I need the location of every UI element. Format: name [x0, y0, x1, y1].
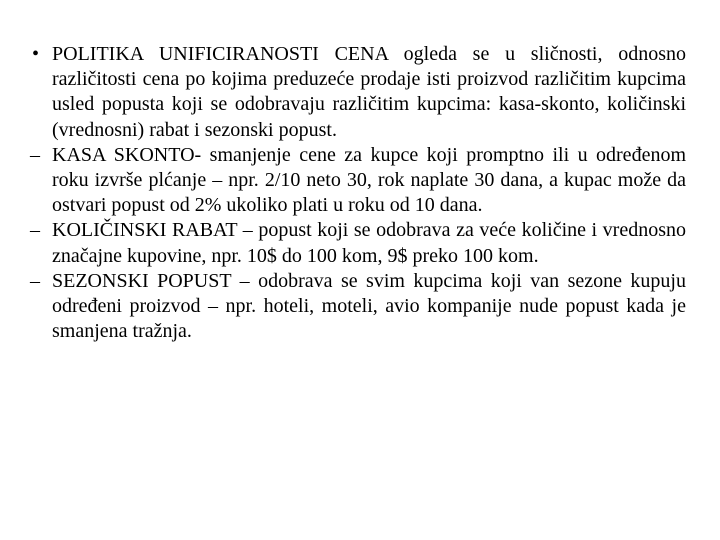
sub-item-kolicinski-rabat	[30, 218, 686, 268]
sub-item-kasa-skonto	[30, 143, 686, 219]
main-bullet	[30, 42, 686, 143]
sub-item-sezonski-popust	[30, 269, 686, 345]
slide-body	[30, 42, 686, 344]
main-bullet-text: POLITIKA UNIFICIRANOSTI CENA ogleda se u sličnosti, odnosno različitosti cena po kojima preduzeće prodaje isti proizvod različitim kupcima usled popusta koji se odobravaju različitim kupcima: kasa-skonto, količinski (vrednosni) rabat i sezonski popust.	[52, 43, 686, 141]
dash-marker: –	[30, 269, 40, 292]
dash-marker: –	[30, 219, 40, 242]
sub-item-text: SEZONSKI POPUST – odobrava se svim kupcima koji van sezone kupuju određeni proizvod – npr. hoteli, moteli, avio kompanije nude popust kada je smanjena tražnja.	[52, 269, 686, 343]
sub-item-text: KOLIČINSKI RABAT – popust koji se odobrava za veće količine i vrednosno značajne kupovine, npr. 10$ do 100 kom, 9$ preko 100 kom.	[52, 219, 686, 267]
sub-item-text: KASA SKONTO- smanjenje cene za kupce koji promptno ili u određenom roku izvrše plćanje – npr. 2/10 neto 30, rok naplate 30 dana, a kupac može da ostvari popust od 2% ukoliko plati u roku od 10 dana.	[52, 143, 686, 217]
dash-marker: –	[30, 143, 40, 166]
bullet-marker: •	[32, 43, 40, 65]
